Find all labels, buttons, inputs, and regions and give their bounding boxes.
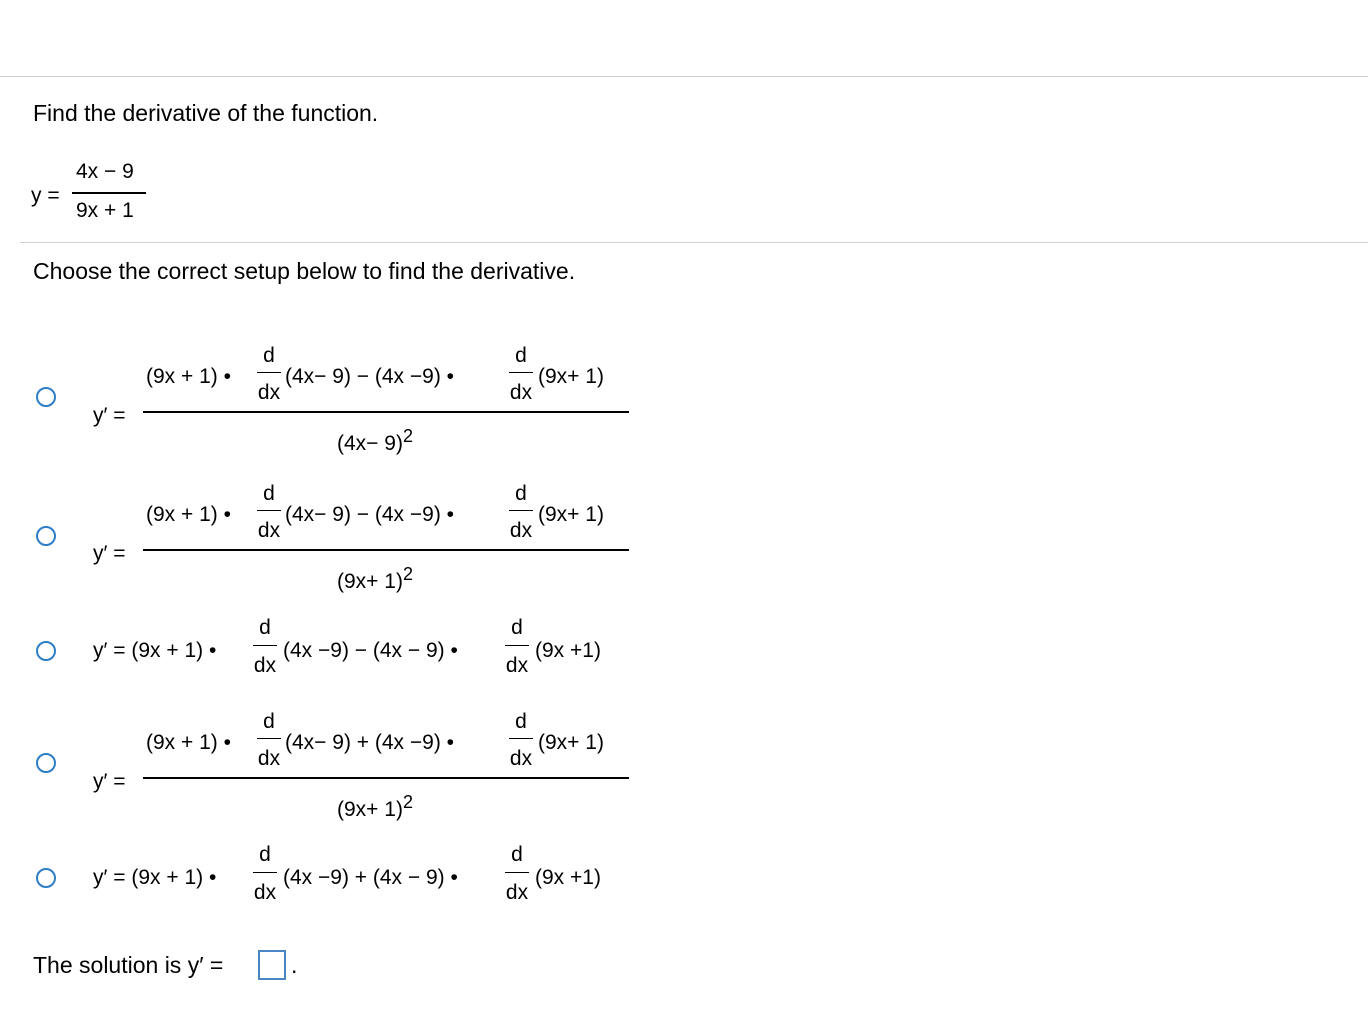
option-2-num-c: (9x+ 1) — [538, 503, 604, 526]
option-3-lhs: y′ = (9x + 1) • — [93, 639, 217, 662]
option-1-ddx2-bar — [509, 372, 533, 373]
option-4-d2: d — [515, 710, 527, 733]
option-4-denominator: $(9x+ 1)^2$ — [337, 792, 413, 821]
option-1-num-c: (9x+ 1) — [538, 365, 604, 388]
option-5-ddx1-bar — [253, 872, 277, 873]
option-2-num-a: (9x + 1) • — [146, 503, 231, 526]
option-4-ddx1-bar — [257, 738, 281, 739]
function-numerator: 4x − 9 — [76, 160, 134, 183]
option-3-d1: d — [259, 616, 271, 639]
option-4-dx1: dx — [257, 747, 281, 770]
option-1-dx2: dx — [509, 381, 533, 404]
option-5-dx1: dx — [253, 881, 277, 904]
option-1-d2: d — [515, 344, 527, 367]
option-4-exponent: 2 — [402, 792, 413, 812]
option-4-lhs: y′ = — [93, 770, 126, 793]
option-3-radio[interactable] — [36, 641, 56, 661]
option-4-d1: d — [263, 710, 275, 733]
option-2-ddx1-bar — [257, 510, 281, 511]
option-4-num-a: (9x + 1) • — [146, 731, 231, 754]
option-4-dx2: dx — [509, 747, 533, 770]
option-2-fraction-bar — [143, 549, 629, 551]
option-4-num-c: (9x+ 1) — [538, 731, 604, 754]
top-divider — [0, 76, 1368, 77]
option-5-end: (9x +1) — [535, 866, 601, 889]
option-4-fraction-bar — [143, 777, 629, 779]
option-5-lhs: y′ = (9x + 1) • — [93, 866, 217, 889]
option-4-num-b: (4x− 9) + (4x −9) • — [285, 731, 455, 754]
solution-label: The solution is y′ = — [33, 952, 224, 978]
option-2-exponent: 2 — [402, 564, 413, 584]
question-instruction: Find the derivative of the function. — [33, 100, 379, 126]
option-2-num-b: (4x− 9) − (4x −9) • — [285, 503, 455, 526]
option-1-d1: d — [263, 344, 275, 367]
option-5-radio[interactable] — [36, 868, 56, 888]
option-1-radio[interactable] — [36, 387, 56, 407]
option-2-radio[interactable] — [36, 526, 56, 546]
option-3-d2: d — [511, 616, 523, 639]
option-5-d1: d — [259, 843, 271, 866]
solution-answer-box[interactable] — [258, 950, 286, 980]
option-5-ddx2-bar — [505, 872, 529, 873]
option-3-dx1: dx — [253, 654, 277, 677]
setup-prompt: Choose the correct setup below to find the derivative. — [33, 258, 576, 284]
option-2-d2: d — [515, 482, 527, 505]
option-2-ddx2-bar — [509, 510, 533, 511]
option-1-ddx1-bar — [257, 372, 281, 373]
option-1-exponent: 2 — [402, 426, 413, 446]
option-2-denominator: $(9x+ 1)^2$ — [337, 564, 413, 593]
option-1-dx1: dx — [257, 381, 281, 404]
option-4-ddx2-bar — [509, 738, 533, 739]
function-fraction-bar — [72, 192, 146, 194]
option-1-num-b: (4x− 9) − (4x −9) • — [285, 365, 455, 388]
option-5-d2: d — [511, 843, 523, 866]
option-5-mid: (4x −9) + (4x − 9) • — [283, 866, 458, 889]
option-3-end: (9x +1) — [535, 639, 601, 662]
option-5-dx2: dx — [505, 881, 529, 904]
option-2-lhs: y′ = — [93, 542, 126, 565]
option-1-fraction-bar — [143, 411, 629, 413]
option-3-mid: (4x −9) − (4x − 9) • — [283, 639, 458, 662]
option-2-dx2: dx — [509, 519, 533, 542]
section-divider — [20, 242, 1368, 243]
option-1-lhs: y′ = — [93, 404, 126, 427]
option-3-ddx1-bar — [253, 645, 277, 646]
function-denominator: 9x + 1 — [76, 199, 134, 222]
option-2-dx1: dx — [257, 519, 281, 542]
option-1-num-a: (9x + 1) • — [146, 365, 231, 388]
option-2-d1: d — [263, 482, 275, 505]
option-4-radio[interactable] — [36, 753, 56, 773]
option-3-dx2: dx — [505, 654, 529, 677]
function-lhs: y = — [31, 184, 60, 207]
solution-period: . — [291, 952, 298, 978]
option-3-ddx2-bar — [505, 645, 529, 646]
option-1-denominator: $(4x- 9)^2$ — [337, 426, 413, 455]
